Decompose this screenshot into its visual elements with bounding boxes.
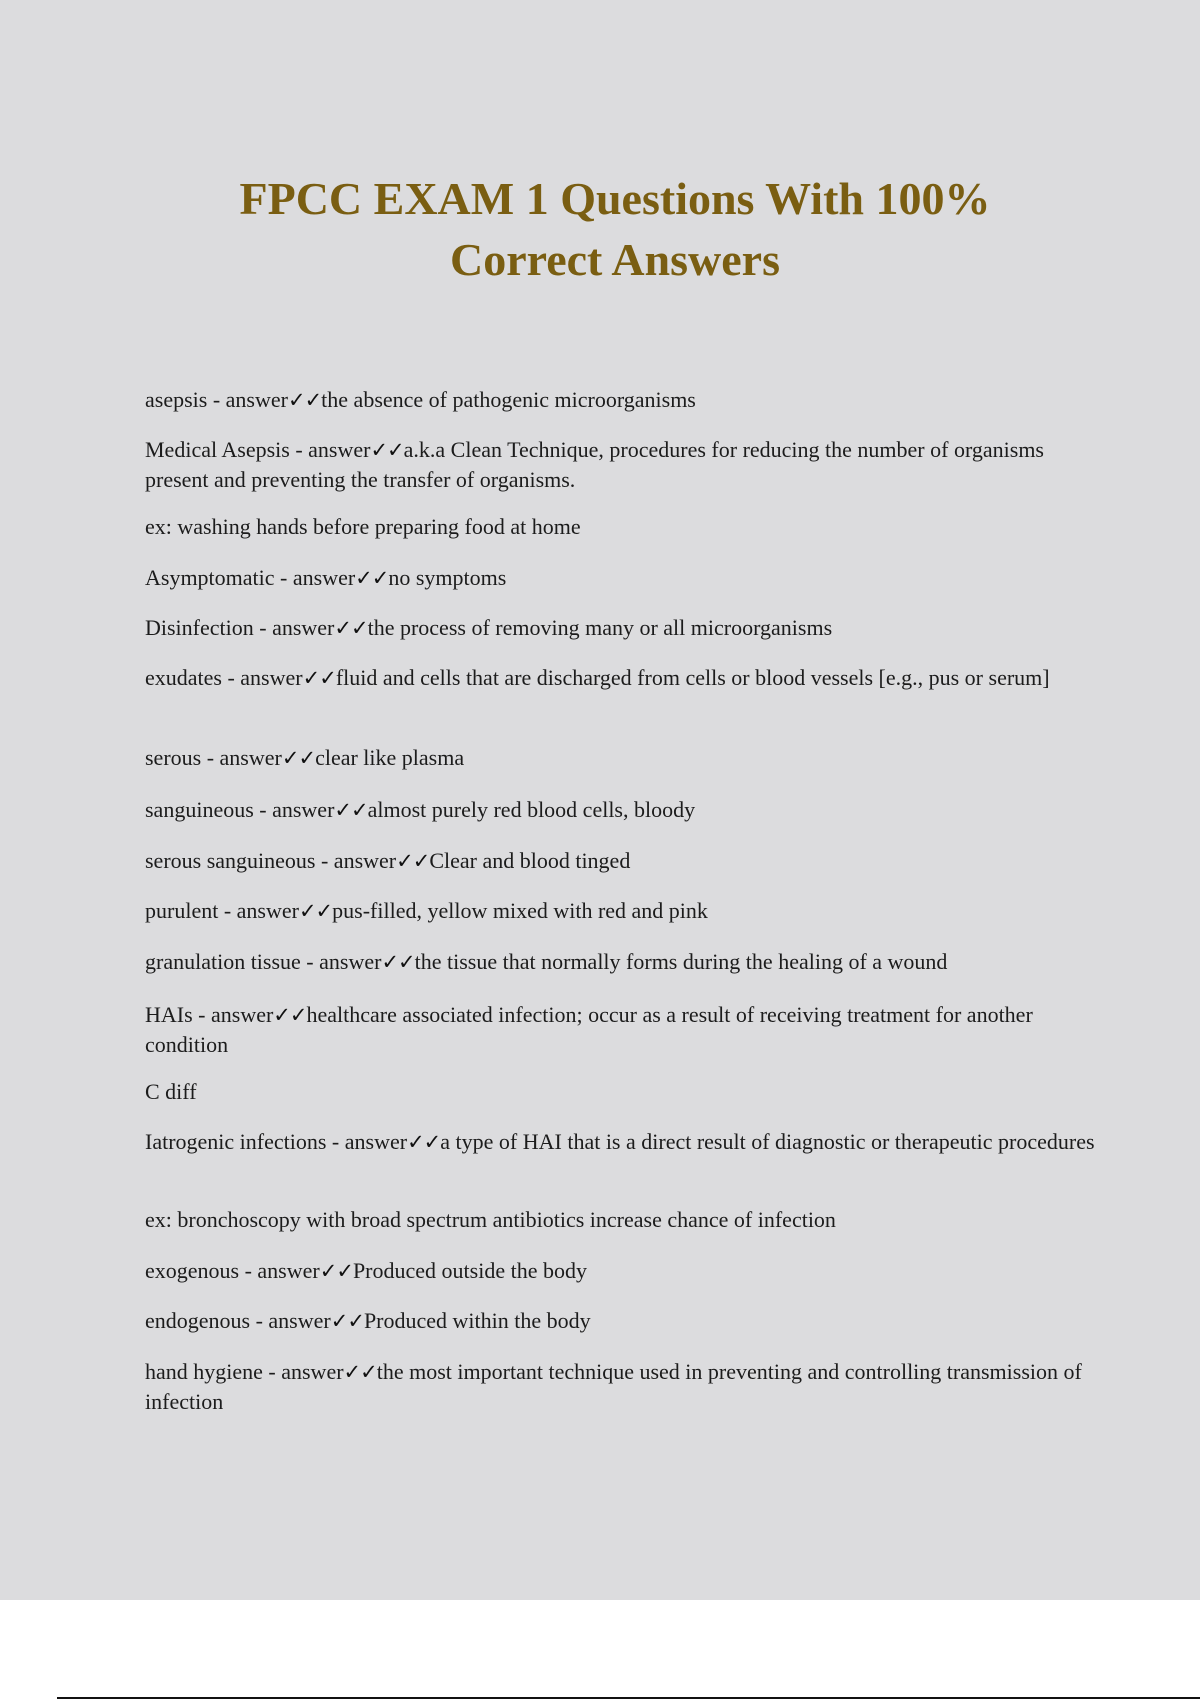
entry-term: endogenous - answer <box>145 1308 331 1333</box>
checkmark-icon: ✓✓ <box>381 950 415 974</box>
entry-term: Asymptomatic - answer <box>145 565 356 590</box>
entry-definition: the absence of pathogenic microorganisms <box>321 387 696 412</box>
checkmark-icon: ✓✓ <box>273 1003 307 1027</box>
entry-note: C diff <box>145 1079 197 1104</box>
entry-definition: fluid and cells that are discharged from cells or blood vessels [e.g., pus or serum] <box>335 665 1050 690</box>
entry-definition: healthcare associated infection; occur as a result of receiving treatment for another condition <box>145 1002 1033 1057</box>
entry-definition: the tissue that normally forms during the healing of a wound <box>414 949 948 974</box>
entry-definition: clear like plasma <box>315 745 465 770</box>
entry-term: purulent - answer <box>145 898 299 923</box>
entry-definition: Produced within the body <box>363 1308 591 1333</box>
entry-serous <box>145 743 1095 773</box>
entry-term: exudates - answer <box>145 665 303 690</box>
entry-term: HAIs - answer <box>145 1002 274 1027</box>
checkmark-icon: ✓✓ <box>396 849 430 873</box>
checkmark-icon: ✓✓ <box>302 666 336 690</box>
title-line-2: Correct Answers <box>450 234 780 285</box>
entry-medical-asepsis <box>145 435 1095 495</box>
entry-purulent <box>145 896 1095 926</box>
entry-disinfection <box>145 613 1095 643</box>
entry-term: serous - answer <box>145 745 282 770</box>
checkmark-icon: ✓✓ <box>334 616 368 640</box>
checkmark-icon: ✓✓ <box>343 1360 377 1384</box>
entry-hand-hygiene <box>145 1357 1095 1417</box>
entry-granulation-tissue <box>145 947 1095 977</box>
checkmark-icon: ✓✓ <box>287 388 322 412</box>
entry-term: Disinfection - answer <box>145 615 335 640</box>
checkmark-icon: ✓✓ <box>355 566 389 590</box>
entry-note: ex: bronchoscopy with broad spectrum antibiotics increase chance of infection <box>145 1207 836 1232</box>
entry-serous-sanguineous <box>145 846 1095 876</box>
entry-term: asepsis - answer <box>145 387 288 412</box>
checkmark-icon: ✓✓ <box>334 798 368 822</box>
entry-definition: the process of removing many or all microorganisms <box>367 615 833 640</box>
checkmark-icon: ✓✓ <box>370 438 404 462</box>
entry-term: serous sanguineous - answer <box>145 848 397 873</box>
entry-term: Medical Asepsis - answer <box>145 437 371 462</box>
entry-c-diff <box>145 1077 1095 1107</box>
entry-example-hand-washing <box>145 512 1095 542</box>
entry-definition: a type of HAI that is a direct result of diagnostic or therapeutic procedures <box>440 1129 1095 1154</box>
checkmark-icon: ✓✓ <box>298 899 333 923</box>
document-title <box>0 168 1200 290</box>
checkmark-icon: ✓✓ <box>407 1130 441 1154</box>
entry-term: hand hygiene - answer <box>145 1359 344 1384</box>
bottom-divider <box>57 1697 1200 1699</box>
entry-exogenous <box>145 1256 1095 1286</box>
entry-iatrogenic-infections <box>145 1127 1095 1157</box>
entry-definition: no symptoms <box>388 565 507 590</box>
entry-endogenous <box>145 1306 1095 1336</box>
entry-example-bronchoscopy <box>145 1205 1095 1235</box>
title-line-1: FPCC EXAM 1 Questions With 100% <box>239 173 991 224</box>
entry-term: exogenous - answer <box>145 1258 320 1283</box>
entry-hais <box>145 1000 1095 1060</box>
entry-term: granulation tissue - answer <box>145 949 382 974</box>
entry-definition: a.k.a Clean Technique, procedures for reducing the number of organisms present and preventing the transfer of organisms. <box>145 437 1044 492</box>
entry-definition: Produced outside the body <box>352 1258 587 1283</box>
entry-sanguineous <box>145 795 1095 825</box>
entry-definition: the most important technique used in preventing and controlling transmission of infection <box>145 1359 1082 1414</box>
checkmark-icon: ✓✓ <box>281 746 316 770</box>
entry-asepsis <box>145 385 1095 415</box>
entry-definition: Clear and blood tinged <box>429 848 631 873</box>
entry-exudates <box>145 663 1095 693</box>
entry-definition: almost purely red blood cells, bloody <box>367 797 696 822</box>
checkmark-icon: ✓✓ <box>330 1309 364 1333</box>
entry-asymptomatic <box>145 563 1095 593</box>
entry-definition: pus-filled, yellow mixed with red and pink <box>332 898 708 923</box>
entry-note: ex: washing hands before preparing food at home <box>145 514 581 539</box>
checkmark-icon: ✓✓ <box>319 1259 353 1283</box>
entry-term: Iatrogenic infections - answer <box>145 1129 408 1154</box>
entry-term: sanguineous - answer <box>145 797 335 822</box>
